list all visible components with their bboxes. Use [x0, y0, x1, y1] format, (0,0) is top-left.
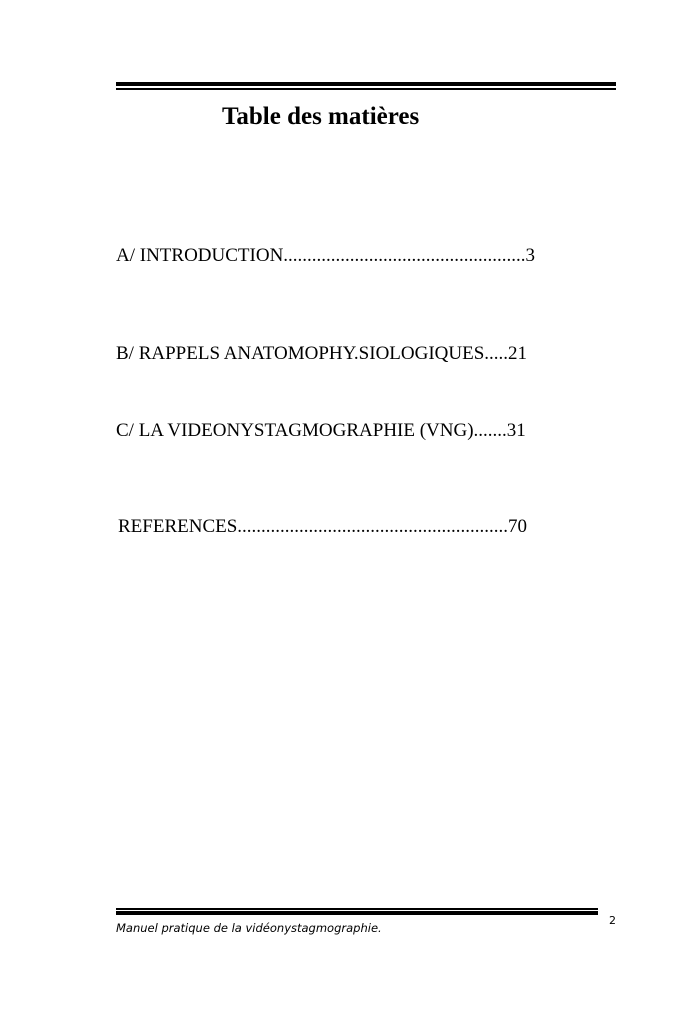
page-title: Table des matières: [222, 103, 420, 130]
toc-entry-references: REFERENCES.........................................................70: [118, 516, 528, 537]
page-number: 2: [609, 914, 616, 927]
header-rule-thin: [116, 88, 616, 90]
toc-entry-introduction: A/ INTRODUCTION...................................................3: [116, 245, 536, 266]
toc-entry-videonystagmographie: C/ LA VIDEONYSTAGMOGRAPHIE (VNG).......31: [116, 420, 526, 441]
header-double-rule: [116, 82, 616, 91]
header-rule-thick: [116, 82, 616, 86]
footer-rule-thin: [116, 908, 598, 910]
footer-rule-thick: [116, 911, 598, 915]
toc-entry-rappels: B/ RAPPELS ANATOMOPHY.SIOLOGIQUES.....21: [116, 343, 528, 364]
footer-document-title: Manuel pratique de la vidéonystagmographie.: [116, 921, 382, 935]
footer-double-rule: [116, 908, 598, 917]
